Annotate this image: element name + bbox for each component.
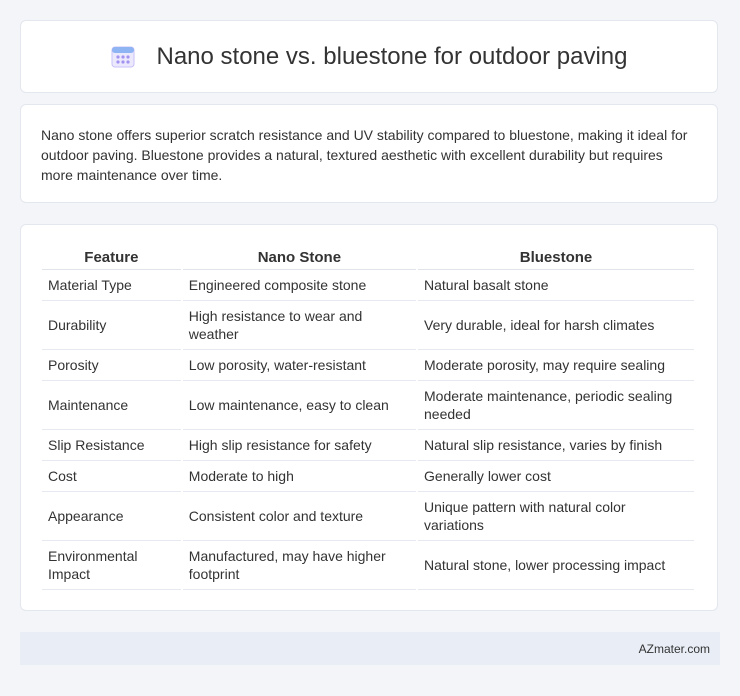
- bluestone-cell: Very durable, ideal for harsh climates: [418, 301, 694, 350]
- feature-cell: Environmental Impact: [42, 541, 181, 590]
- header-feature: Feature: [42, 245, 181, 270]
- feature-cell: Maintenance: [42, 381, 181, 430]
- bluestone-cell: Generally lower cost: [418, 461, 694, 492]
- summary-card: [20, 104, 718, 203]
- table-row: [42, 350, 694, 381]
- nano-stone-cell: Consistent color and texture: [183, 492, 416, 541]
- header-bluestone: Bluestone: [418, 245, 694, 270]
- page-title: Nano stone vs. bluestone for outdoor paving: [156, 42, 628, 70]
- feature-cell: Cost: [42, 461, 181, 492]
- table-header-row: [42, 245, 694, 270]
- feature-cell: Appearance: [42, 492, 181, 541]
- nano-stone-cell: High slip resistance for safety: [183, 430, 416, 461]
- nano-stone-cell: Engineered composite stone: [183, 270, 416, 301]
- footer-site-name: AZmater.com: [638, 641, 710, 656]
- table-row: [42, 301, 694, 350]
- bluestone-cell: Natural basalt stone: [418, 270, 694, 301]
- bluestone-cell: Moderate porosity, may require sealing: [418, 350, 694, 381]
- calendar-icon: [111, 45, 135, 69]
- table-row: [42, 461, 694, 492]
- footer: [20, 632, 720, 665]
- table-row: [42, 381, 694, 430]
- table-row: [42, 270, 694, 301]
- summary-text: Nano stone offers superior scratch resistance and UV stability compared to bluestone, making it ideal for outdoor paving. Bluestone provides a natural, textured aesthetic with excellent durability but requires more maintenance over time.: [41, 127, 688, 183]
- feature-cell: Slip Resistance: [42, 430, 181, 461]
- header-nano-stone: Nano Stone: [183, 245, 416, 270]
- nano-stone-cell: Moderate to high: [183, 461, 416, 492]
- bluestone-cell: Moderate maintenance, periodic sealing needed: [418, 381, 694, 430]
- feature-cell: Durability: [42, 301, 181, 350]
- comparison-table: [40, 245, 696, 590]
- nano-stone-cell: Low porosity, water-resistant: [183, 350, 416, 381]
- nano-stone-cell: Manufactured, may have higher footprint: [183, 541, 416, 590]
- nano-stone-cell: Low maintenance, easy to clean: [183, 381, 416, 430]
- table-row: [42, 541, 694, 590]
- title-card: [20, 20, 718, 93]
- comparison-card: [20, 224, 718, 611]
- table-row: [42, 430, 694, 461]
- bluestone-cell: Unique pattern with natural color variations: [418, 492, 694, 541]
- bluestone-cell: Natural stone, lower processing impact: [418, 541, 694, 590]
- nano-stone-cell: High resistance to wear and weather: [183, 301, 416, 350]
- feature-cell: Porosity: [42, 350, 181, 381]
- feature-cell: Material Type: [42, 270, 181, 301]
- bluestone-cell: Natural slip resistance, varies by finish: [418, 430, 694, 461]
- table-row: [42, 492, 694, 541]
